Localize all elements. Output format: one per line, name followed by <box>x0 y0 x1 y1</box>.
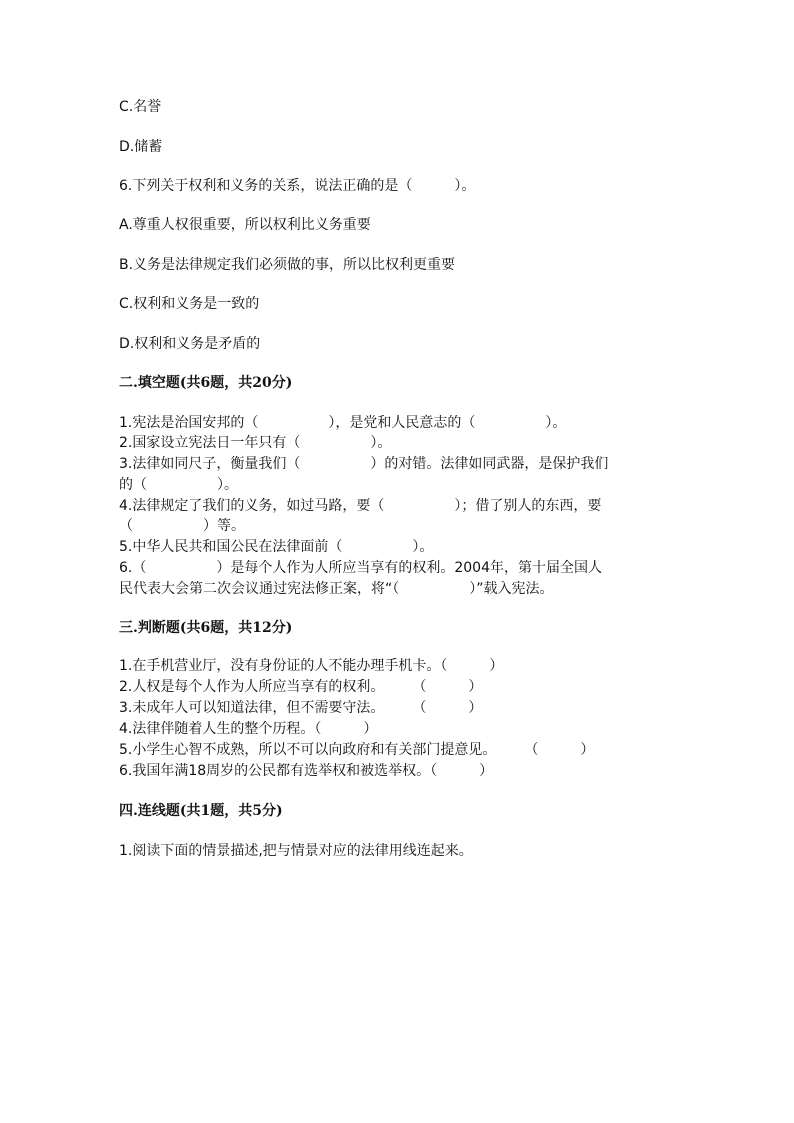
section-2-title: 二.填空题(共6题，共20分) <box>119 375 293 391</box>
true-false-line: 4.法律伴随着人生的整个历程。（ ） <box>119 721 378 737</box>
question-6-option-b: B.义务是法律规定我们必须做的事，所以比权利更重要 <box>119 257 456 273</box>
question-6-option-d: D.权利和义务是矛盾的 <box>119 336 261 352</box>
true-false-line: 3.未成年人可以知道法律，但不需要守法。 （ ） <box>119 700 483 716</box>
question-6-option-a: A.尊重人权很重要，所以权利比义务重要 <box>119 217 371 233</box>
fill-blank-line: （ ）等。 <box>119 518 245 534</box>
question-6-option-c: C.权利和义务是一致的 <box>119 296 260 312</box>
true-false-line: 6.我国年满18周岁的公民都有选举权和被选举权。（ ） <box>119 763 494 779</box>
fill-blank-line: 民代表大会第二次会议通过宪法修正案，将“（ ）”载入宪法。 <box>119 581 554 597</box>
fill-blank-line: 6.（ ）是每个人作为人所应当享有的权利。2004年，第十届全国人 <box>119 560 602 576</box>
question-6-stem: 6.下列关于权利和义务的关系，说法正确的是（ ）。 <box>119 178 476 194</box>
fill-blank-line: 3.法律如同尺子，衡量我们（ ）的对错。法律如同武器，是保护我们 <box>119 456 609 472</box>
fill-blank-line: 4.法律规定了我们的义务，如过马路，要（ ）；借了别人的东西，要 <box>119 498 602 514</box>
fill-blank-line: 1.宪法是治国安邦的（ ），是党和人民意志的（ ）。 <box>119 415 567 431</box>
section-3-title: 三.判断题(共6题，共12分) <box>119 620 293 636</box>
matching-instruction: 1.阅读下面的情景描述,把与情景对应的法律用线连起来。 <box>119 843 473 859</box>
fill-blank-line: 的（ ）。 <box>119 477 238 493</box>
option-d-text: D.储蓄 <box>119 139 163 155</box>
true-false-line: 1.在手机营业厅，没有身份证的人不能办理手机卡。（ ） <box>119 658 504 674</box>
option-c-text: C.名誉 <box>119 99 162 115</box>
true-false-line: 2.人权是每个人作为人所应当享有的权利。 （ ） <box>119 679 483 695</box>
true-false-line: 5.小学生心智不成熟，所以不可以向政府和有关部门提意见。 （ ） <box>119 742 595 758</box>
fill-blank-line: 2.国家设立宪法日一年只有（ ）。 <box>119 435 392 451</box>
fill-blank-line: 5.中华人民共和国公民在法律面前（ ）。 <box>119 539 434 555</box>
section-4-title: 四.连线题(共1题，共5分) <box>119 803 283 819</box>
